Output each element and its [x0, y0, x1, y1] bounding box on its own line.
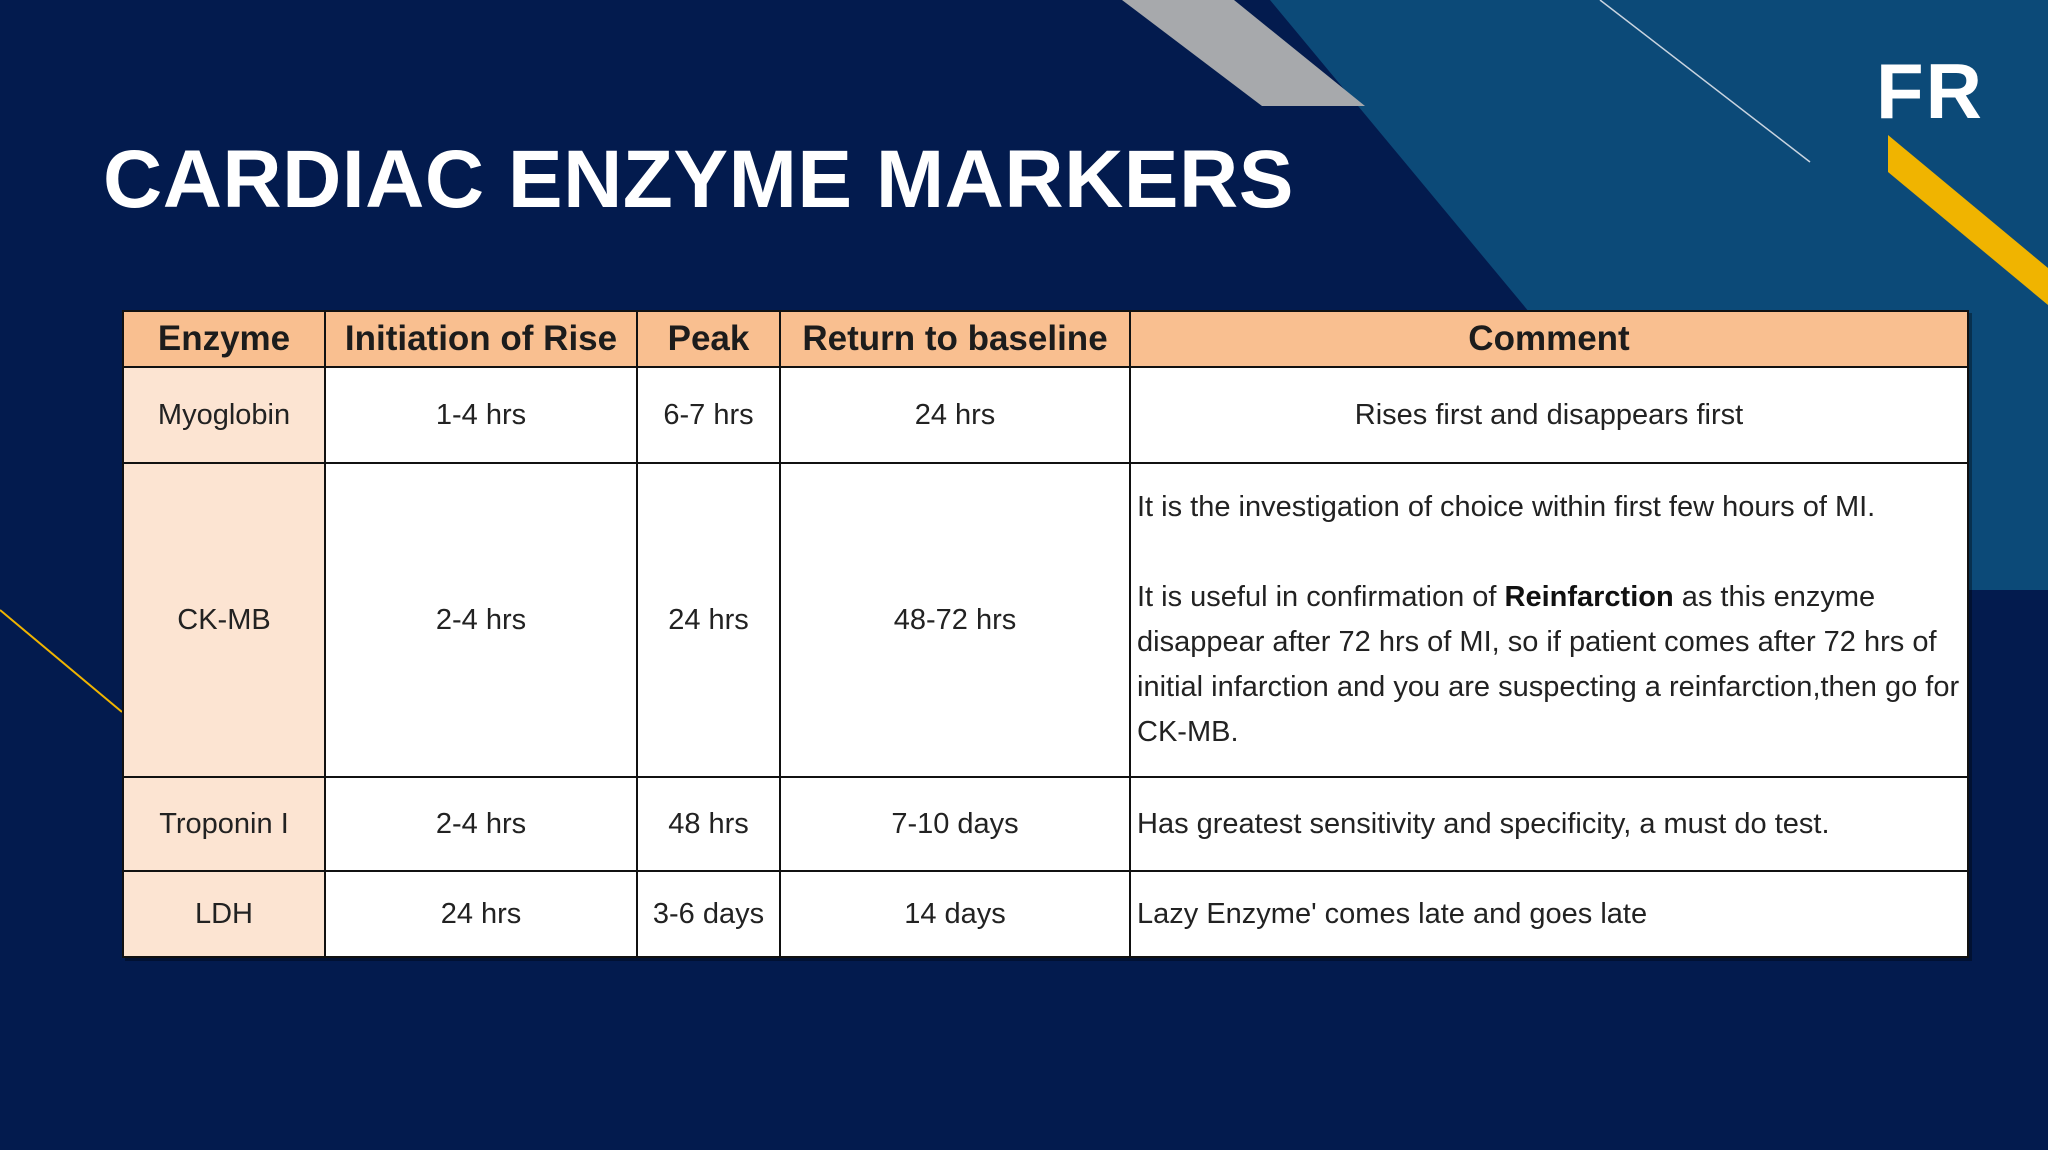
brand-logo: FR: [1876, 47, 1984, 135]
initiation-cell: 2-4 hrs: [325, 463, 637, 777]
baseline-cell: 24 hrs: [780, 367, 1130, 463]
comment-text: as this enzyme disappear after 72 hrs of MI, so if patient comes after 72 hrs of initial infarction and you are suspecting a reinfarction,then go for CK-MB.: [1137, 581, 1960, 748]
page-title: CARDIAC ENZYME MARKERS: [103, 134, 1294, 225]
enzyme-cell: Myoglobin: [123, 367, 325, 463]
comment-paragraph: It is the investigation of choice within first few hours of MI.: [1137, 491, 1876, 523]
peak-cell: 3-6 days: [637, 871, 780, 957]
comment-emphasis: Reinfarction: [1504, 581, 1674, 613]
comment-cell: [1130, 463, 1968, 777]
initiation-cell: 1-4 hrs: [325, 367, 637, 463]
peak-cell: 48 hrs: [637, 777, 780, 871]
baseline-cell: 7-10 days: [780, 777, 1130, 871]
enzyme-cell: Troponin I: [123, 777, 325, 871]
table-row: [123, 463, 1968, 777]
comment-text: It is useful in confirmation of: [1137, 581, 1505, 613]
column-header-enzyme: Enzyme: [123, 311, 325, 367]
baseline-cell: 48-72 hrs: [780, 463, 1130, 777]
table-row: [123, 367, 1968, 463]
peak-cell: 24 hrs: [637, 463, 780, 777]
enzyme-cell: LDH: [123, 871, 325, 957]
column-header-peak: Peak: [637, 311, 780, 367]
comment-cell: Has greatest sensitivity and specificity, a must do test.: [1130, 777, 1968, 871]
column-header-baseline: Return to baseline: [780, 311, 1130, 367]
baseline-cell: 14 days: [780, 871, 1130, 957]
column-header-comment: Comment: [1130, 311, 1968, 367]
table-header-row: [123, 311, 1968, 367]
peak-cell: 6-7 hrs: [637, 367, 780, 463]
enzyme-markers-table: [122, 310, 1969, 958]
enzyme-cell: CK-MB: [123, 463, 325, 777]
column-header-initiation: Initiation of Rise: [325, 311, 637, 367]
comment-cell: Lazy Enzyme' comes late and goes late: [1130, 871, 1968, 957]
comment-paragraph: [1137, 575, 1961, 755]
initiation-cell: 24 hrs: [325, 871, 637, 957]
table-row: [123, 871, 1968, 957]
paragraph-spacer: [1137, 530, 1961, 575]
table-row: [123, 777, 1968, 871]
gold-accent-line: [0, 610, 122, 712]
initiation-cell: 2-4 hrs: [325, 777, 637, 871]
comment-cell: Rises first and disappears first: [1130, 367, 1968, 463]
